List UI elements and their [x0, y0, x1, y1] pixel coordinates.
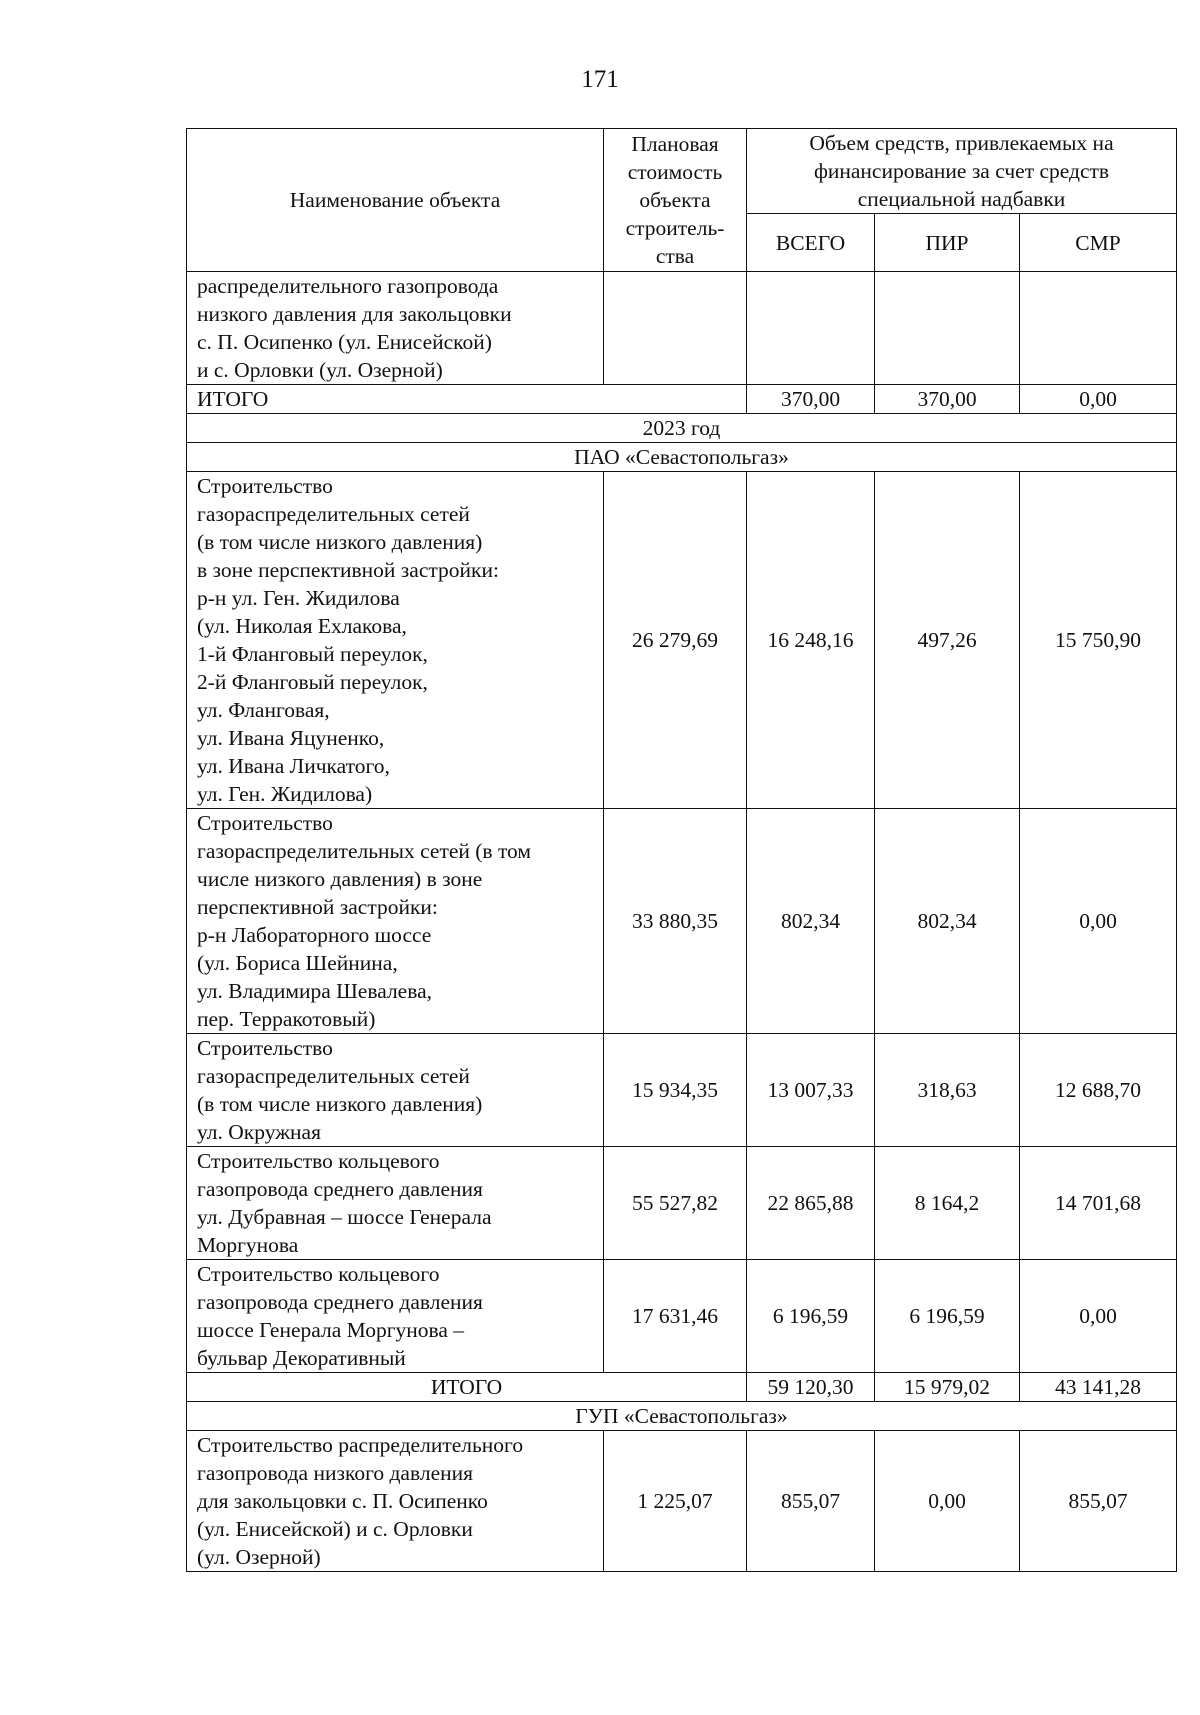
year-label: 2023 год: [187, 414, 1177, 443]
header-smr: СМР: [1020, 214, 1177, 272]
table-row: [187, 1034, 1177, 1147]
organization-name: ГУП «Севастопольгаз»: [187, 1402, 1177, 1431]
table-row: [187, 1147, 1177, 1260]
header-object-name: Наименование объекта: [187, 129, 604, 272]
object-name: Строительство кольцевого газопровода среднего давления шоссе Генерала Моргунова – бульвар Декоративный: [187, 1260, 604, 1373]
table-row: [187, 1431, 1177, 1572]
table-row: [187, 1260, 1177, 1373]
subtotal-label: ИТОГО: [187, 385, 747, 414]
organization-row: [187, 1402, 1177, 1431]
pir-value: 318,63: [875, 1034, 1020, 1147]
pir-value: 6 196,59: [875, 1260, 1020, 1373]
total-value: 22 865,88: [747, 1147, 875, 1260]
object-name: распределительного газопровода низкого давления для закольцовки с. П. Осипенко (ул. Енисейской) и с. Орловки (ул. Озерной): [187, 272, 604, 385]
planned-cost: 17 631,46: [604, 1260, 747, 1373]
object-name: Строительство газораспределительных сетей (в том числе низкого давления) в зоне перспективной застройки: р-н ул. Ген. Жидилова (ул. Николая Ехлакова, 1-й Фланговый переулок, 2-й Фланговый переулок, ул. Фланговая, ул. Ивана Яцуненко, ул. Ивана Личкатого, ул. Ген. Жидилова): [187, 472, 604, 809]
subtotal-total: 59 120,30: [747, 1373, 875, 1402]
header-total: ВСЕГО: [747, 214, 875, 272]
header-planned-cost: Плановая стоимость объекта строитель- ства: [604, 129, 747, 272]
total-value: 6 196,59: [747, 1260, 875, 1373]
table-row: [187, 472, 1177, 809]
subtotal-pir: 15 979,02: [875, 1373, 1020, 1402]
total-value: 16 248,16: [747, 472, 875, 809]
organization-row: [187, 443, 1177, 472]
subtotal-pir: 370,00: [875, 385, 1020, 414]
subtotal-smr: 0,00: [1020, 385, 1177, 414]
total-value: 855,07: [747, 1431, 875, 1572]
subtotal-smr: 43 141,28: [1020, 1373, 1177, 1402]
pir-value: 802,34: [875, 809, 1020, 1034]
planned-cost: 33 880,35: [604, 809, 747, 1034]
subtotal-label: ИТОГО: [187, 1373, 747, 1402]
pir-value: 8 164,2: [875, 1147, 1020, 1260]
smr-value: 0,00: [1020, 809, 1177, 1034]
total-value: 802,34: [747, 809, 875, 1034]
object-name: Строительство газораспределительных сетей (в том числе низкого давления) ул. Окружная: [187, 1034, 604, 1147]
page-number: 171: [581, 66, 619, 93]
object-name: Строительство распределительного газопровода низкого давления для закольцовки с. П. Осипенко (ул. Енисейской) и с. Орловки (ул. Озерной): [187, 1431, 604, 1572]
total-value: 13 007,33: [747, 1034, 875, 1147]
organization-name: ПАО «Севастопольгаз»: [187, 443, 1177, 472]
planned-cost: 55 527,82: [604, 1147, 747, 1260]
pir-value: 497,26: [875, 472, 1020, 809]
planned-cost: 26 279,69: [604, 472, 747, 809]
smr-value: 12 688,70: [1020, 1034, 1177, 1147]
year-row: [187, 414, 1177, 443]
subtotal-total: 370,00: [747, 385, 875, 414]
smr-value: 15 750,90: [1020, 472, 1177, 809]
financing-table-container: [186, 128, 1176, 1572]
financing-table: [186, 128, 1177, 1572]
smr-value: 0,00: [1020, 1260, 1177, 1373]
pir-value: 0,00: [875, 1431, 1020, 1572]
header-pir: ПИР: [875, 214, 1020, 272]
smr-value: 14 701,68: [1020, 1147, 1177, 1260]
planned-cost: 1 225,07: [604, 1431, 747, 1572]
table-row: [187, 272, 1177, 385]
smr-value: 855,07: [1020, 1431, 1177, 1572]
subtotal-row: [187, 1373, 1177, 1402]
object-name: Строительство газораспределительных сетей (в том числе низкого давления) в зоне перспективной застройки: р-н Лабораторного шоссе (ул. Бориса Шейнина, ул. Владимира Шевалева, пер. Терракотовый): [187, 809, 604, 1034]
object-name: Строительство кольцевого газопровода среднего давления ул. Дубравная – шоссе Генерала Моргунова: [187, 1147, 604, 1260]
planned-cost: 15 934,35: [604, 1034, 747, 1147]
table-row: [187, 809, 1177, 1034]
subtotal-row: [187, 385, 1177, 414]
header-funding-volume: Объем средств, привлекаемых на финансирование за счет средств специальной надбавки: [747, 129, 1177, 214]
